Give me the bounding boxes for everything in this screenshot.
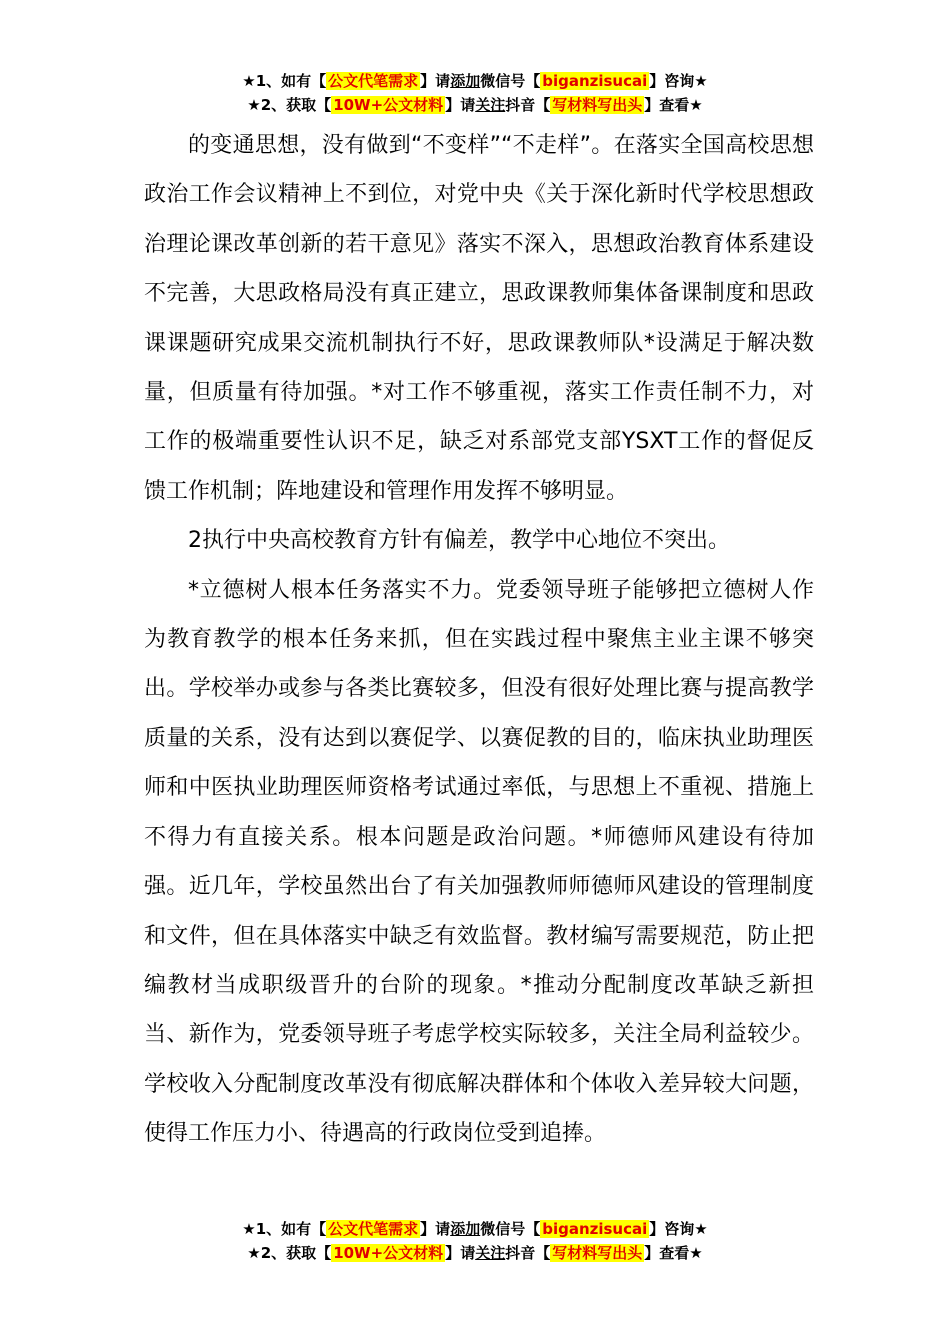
footer-highlight-materials: 10W+公文材料 bbox=[333, 1244, 444, 1262]
paragraph-1: 的变通思想，没有做到“不变样”“不走样”。在落实全国高校思想政治工作会议精神上不到位，对党中央《关于深化新时代学校思想政治理论课改革创新的若干意见》落实不深入，思想政治教育体系建设不完善，大思政格局没有真正建立，思政课教师集体备课制度和思政课课题研究成果交流机制执行不好，思政课教师队*设满足于解决数量，但质量有待加强。*对工作不够重视，落实工作责任制不力，对工作的极端重要性认识不足，缺乏对系部党支部YSXT工作的督促反馈工作机制；阵地建设和管理作用发挥不够明显。 bbox=[144, 133, 814, 504]
highlight-materials: 10W+公文材料 bbox=[333, 96, 444, 114]
footer-banner-line-2: ★2、获取【 10W+公文材料 】请关注抖音【 写材料写出头 】查看★ bbox=[247, 1244, 703, 1262]
banner-line-2: ★2、获取【 10W+公文材料 】请关注抖音【 写材料写出头 】查看★ bbox=[247, 96, 703, 114]
highlight-douyin-id: 写材料写出头 bbox=[552, 96, 643, 114]
footer-banner-line-1: ★1、如有【 公文代笔需求 】请添加微信号【 biganzisucai 】咨询★ bbox=[242, 1220, 708, 1238]
banner-line-1: ★1、如有【 公文代笔需求 】请添加微信号【 biganzisucai 】咨询★ bbox=[242, 72, 708, 90]
highlight-service: 公文代笔需求 bbox=[328, 72, 419, 90]
document-body bbox=[144, 121, 814, 1159]
footer-highlight-wechat-id: biganzisucai bbox=[542, 1220, 648, 1238]
highlight-wechat-id: biganzisucai bbox=[542, 72, 648, 90]
footer-banner bbox=[0, 1218, 950, 1266]
footer-highlight-service: 公文代笔需求 bbox=[328, 1220, 419, 1238]
header-banner bbox=[0, 70, 950, 118]
paragraph-2: 2执行中央高校教育方针有偏差，教学中心地位不突出。 bbox=[188, 528, 730, 554]
footer-highlight-douyin-id: 写材料写出头 bbox=[552, 1244, 643, 1262]
paragraph-3: *立德树人根本任务落实不力。党委领导班子能够把立德树人作为教育教学的根本任务来抓，但在实践过程中聚焦主业主课不够突出。学校举办或参与各类比赛较多，但没有很好处理比赛与提高教学质量的关系，没有达到以赛促学、以赛促教的目的，临床执业助理医师和中医执业助理医师资格考试通过率低，与思想上不重视、措施上不得力有直接关系。根本问题是政治问题。*师德师风建设有待加强。近几年，学校虽然出台了有关加强教师师德师风建设的管理制度和文件，但在具体落实中缺乏有效监督。教材编写需要规范，防止把编教材当成职级晋升的台阶的现象。*推动分配制度改革缺乏新担当、新作为，党委领导班子考虑学校实际较多，关注全局利益较少。学校收入分配制度改革没有彻底解决群体和个体收入差异较大问题，使得工作压力小、待遇高的行政岗位受到追捧。 bbox=[144, 577, 814, 1147]
